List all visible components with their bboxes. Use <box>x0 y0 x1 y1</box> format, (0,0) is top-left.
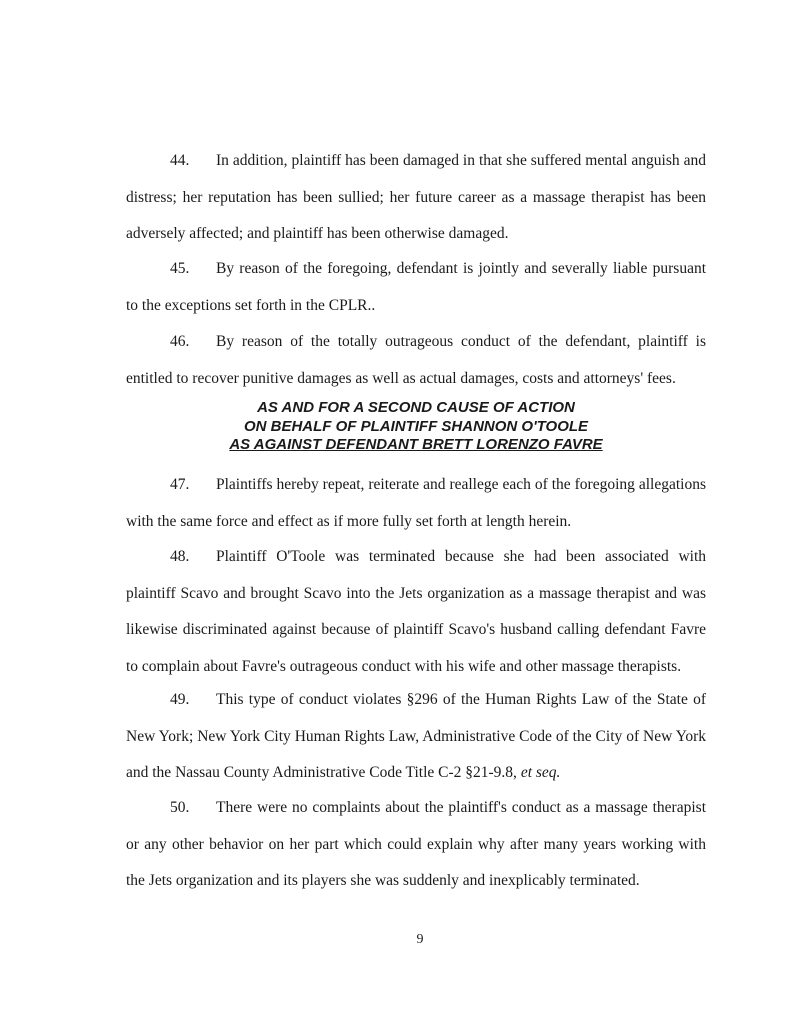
paragraph-number: 47. <box>170 476 190 493</box>
paragraph-text: Plaintiff O'Toole was terminated because she had been associated with plaintiff Scavo and brought Scavo into the Jets organization as a massage therapist and was likewise discriminated against because of plaintiff Scavo's husband calling defendant Favre to complain about Favre's outrageous conduct with his wife and other massage therapists. <box>126 548 706 675</box>
paragraph-number: 49. <box>170 691 190 708</box>
paragraph-50 <box>126 790 706 900</box>
paragraph-text: Plaintiffs hereby repeat, reiterate and reallege each of the foregoing allegations with the same force and effect as if more fully set forth at length herein. <box>126 476 706 530</box>
page-number: 9 <box>416 932 424 947</box>
paragraph-text: There were no complaints about the plaintiff's conduct as a massage therapist or any other behavior on her part which could explain why after many years working with the Jets organization and its players she was suddenly and inexplicably terminated. <box>126 799 706 889</box>
paragraph-number: 44. <box>170 152 190 169</box>
paragraph-44 <box>126 143 706 253</box>
paragraph-number: 48. <box>170 548 190 565</box>
cause-of-action-heading <box>126 399 706 455</box>
paragraph-46 <box>126 324 706 397</box>
paragraph-text: By reason of the foregoing, defendant is jointly and severally liable pursuant to the exceptions set forth in the CPLR.. <box>126 260 706 314</box>
paragraph-48 <box>126 539 706 685</box>
heading-line-1: AS AND FOR A SECOND CAUSE OF ACTION <box>257 399 575 416</box>
paragraph-number: 46. <box>170 333 190 350</box>
paragraph-45 <box>126 251 706 324</box>
paragraph-number: 50. <box>170 799 190 816</box>
paragraph-text: In addition, plaintiff has been damaged in that she suffered mental anguish and distress; her reputation has been sullied; her future career as a massage therapist has been adversely affected; and plaintiff has been otherwise damaged. <box>126 152 706 242</box>
paragraph-number: 45. <box>170 260 190 277</box>
paragraph-emphasis: et seq. <box>520 764 561 781</box>
paragraph-47 <box>126 467 706 540</box>
heading-line-3: AS AGAINST DEFENDANT BRETT LORENZO FAVRE <box>229 436 603 453</box>
paragraph-text: By reason of the totally outrageous conduct of the defendant, plaintiff is entitled to recover punitive damages as well as actual damages, costs and attorneys' fees. <box>126 333 706 387</box>
heading-line-2: ON BEHALF OF PLAINTIFF SHANNON O'TOOLE <box>243 417 589 435</box>
paragraph-49 <box>126 682 706 792</box>
paragraph-text: This type of conduct violates §296 of the Human Rights Law of the State of New York; New York City Human Rights Law, Administrative Code of the City of New York and the Nassau County Administrative Code Title C-2 §21-9.8, <box>126 691 706 781</box>
